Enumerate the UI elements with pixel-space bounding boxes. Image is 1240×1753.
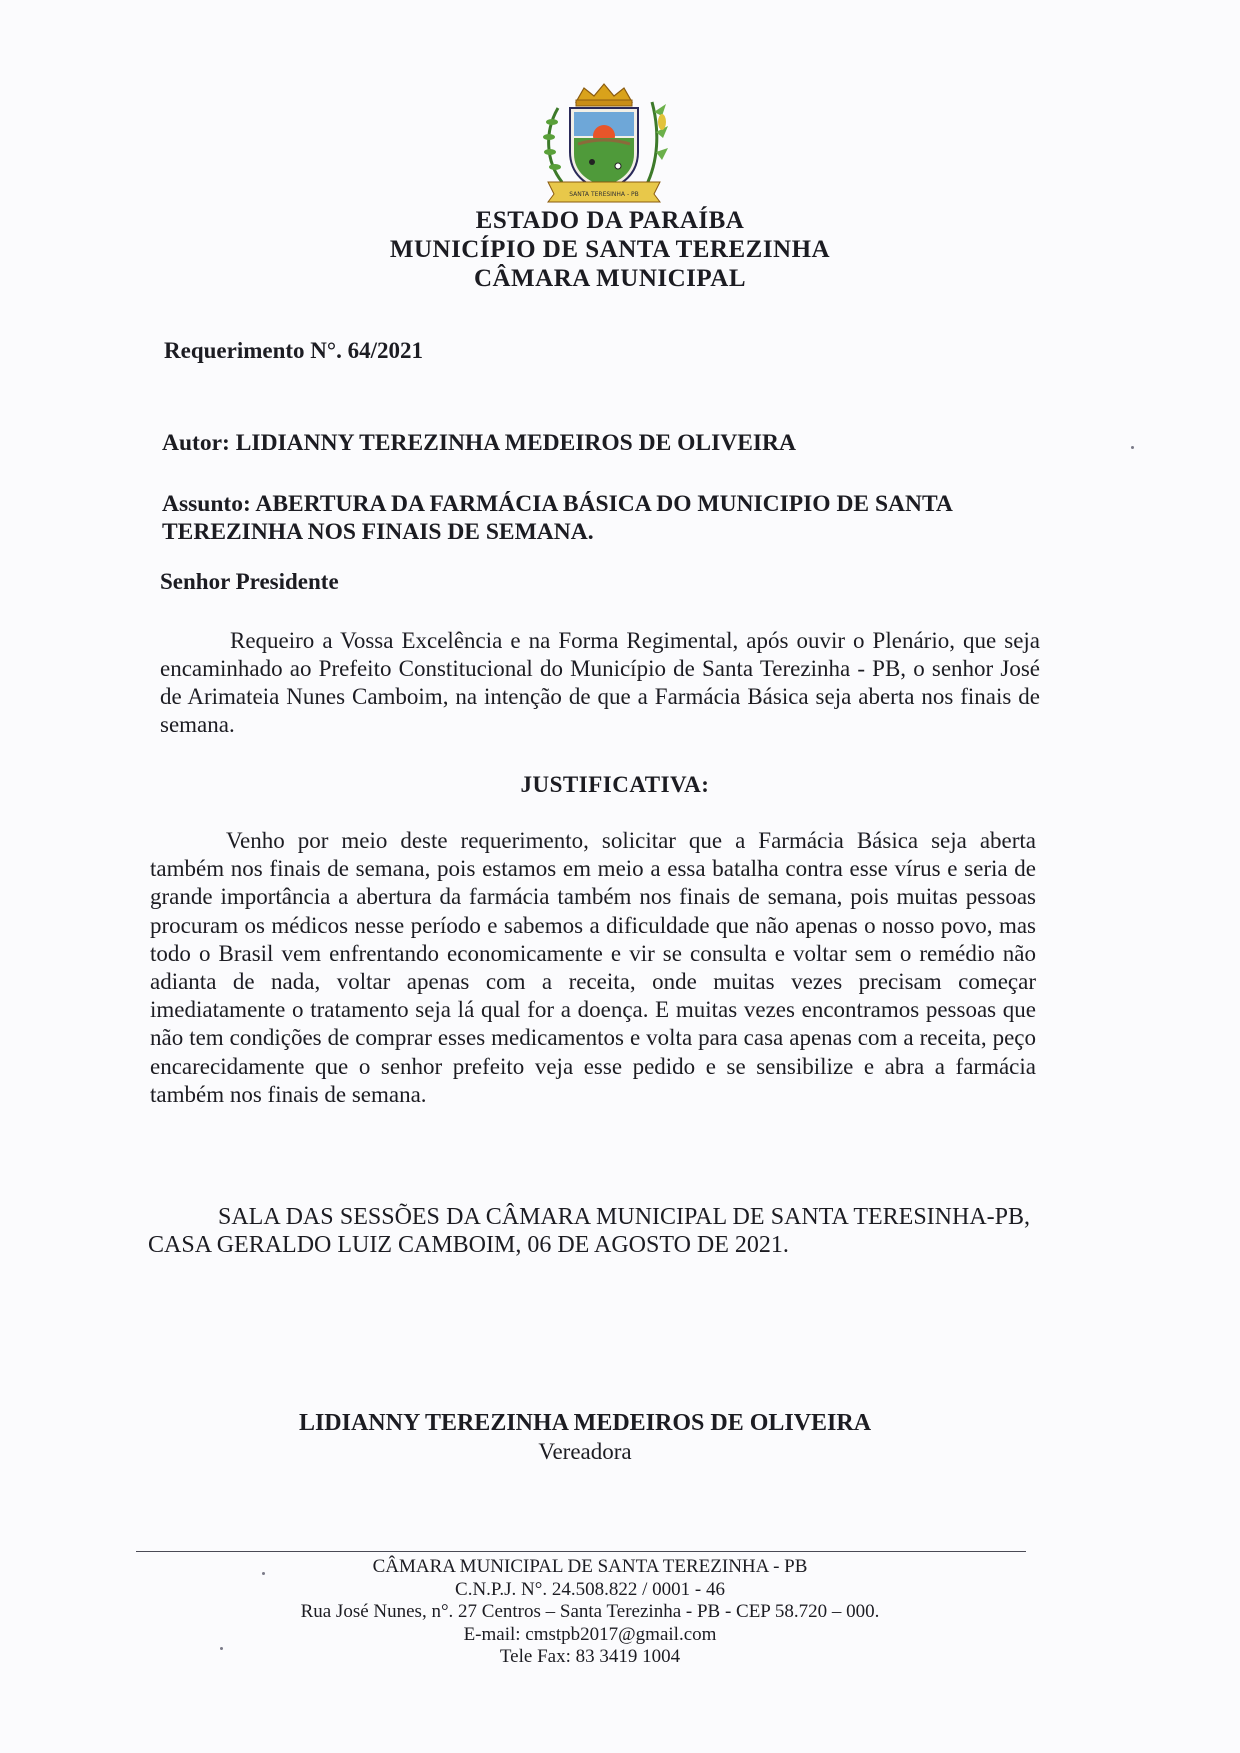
svg-text:SANTA TERESINHA - PB: SANTA TERESINHA - PB [569, 191, 639, 198]
signature-role: Vereadora [538, 1439, 632, 1464]
header-chamber: CÂMARA MUNICIPAL [473, 265, 747, 292]
justification-heading: JUSTIFICATIVA: [520, 772, 710, 797]
request-author: Autor: LIDIANNY TEREZINHA MEDEIROS DE OLIVEIRA [162, 430, 796, 456]
footer [200, 1556, 980, 1669]
scan-speck [262, 1572, 265, 1575]
session-closing: SALA DAS SESSÕES DA CÂMARA MUNICIPAL DE SANTA TERESINHA-PB, CASA GERALDO LUIZ CAMBOIM, 06 DE AGOSTO DE 2021. [148, 1204, 1030, 1258]
request-number: Requerimento N°. 64/2021 [164, 338, 423, 363]
footer-chamber: CÂMARA MUNICIPAL DE SANTA TEREZINHA - PB [372, 1556, 808, 1577]
signature-name: LIDIANNY TEREZINHA MEDEIROS DE OLIVEIRA [298, 1410, 872, 1436]
header-municipality: MUNICÍPIO DE SANTA TEREZINHA [389, 236, 831, 263]
footer-phone: Tele Fax: 83 3419 1004 [499, 1646, 681, 1667]
institution-header [300, 206, 920, 293]
salutation: Senhor Presidente [160, 569, 339, 594]
scan-speck [1131, 446, 1134, 449]
header-state: ESTADO DA PARAÍBA [475, 207, 745, 234]
request-paragraph: Requeiro a Vossa Excelência e na Forma Regimental, após ouvir o Plenário, que seja encaminhado ao Prefeito Constitucional do Município de Santa Terezinha - PB, o senhor José de Arimateia Nunes Camboim, na intenção de que a Farmácia Básica seja aberta nos finais de semana. [160, 628, 1040, 737]
footer-email: E-mail: cmstpb2017@gmail.com [463, 1623, 717, 1645]
municipal-coat-of-arms-icon [528, 82, 680, 204]
footer-address: Rua José Nunes, n°. 27 Centros – Santa Terezinha - PB - CEP 58.720 – 000. [300, 1601, 880, 1622]
justification-paragraph: Venho por meio deste requerimento, solicitar que a Farmácia Básica seja aberta também nos finais de semana, pois estamos em meio a essa batalha contra esse vírus e seria de grande importância a abertura da farmácia também nos finais de semana, pois muitas pessoas procuram os médicos nesse período e sabemos a dificuldade que não apenas o nosso povo, mas todo o Brasil vem enfrentando economicamente e vir se consulta e voltar sem o remédio não adianta de nada, voltar apenas com a receita, onde muitas vezes precisam começar imediatamente o tratamento seja lá qual for a doença. E muitas vezes encontramos pessoas que não tem condições de comprar esses medicamentos e volta para casa apenas com a receita, peço encarecidamente que o senhor prefeito veja esse pedido e se sensibilize e abra a farmácia também nos finais de semana. [150, 828, 1036, 1107]
scan-speck [220, 1647, 223, 1650]
footer-divider [136, 1551, 1026, 1552]
footer-cnpj: C.N.P.J. N°. 24.508.822 / 0001 - 46 [455, 1578, 725, 1600]
request-subject: Assunto: ABERTURA DA FARMÁCIA BÁSICA DO MUNICIPIO DE SANTA TEREZINHA NOS FINAIS DE SEMANA. [162, 491, 952, 545]
